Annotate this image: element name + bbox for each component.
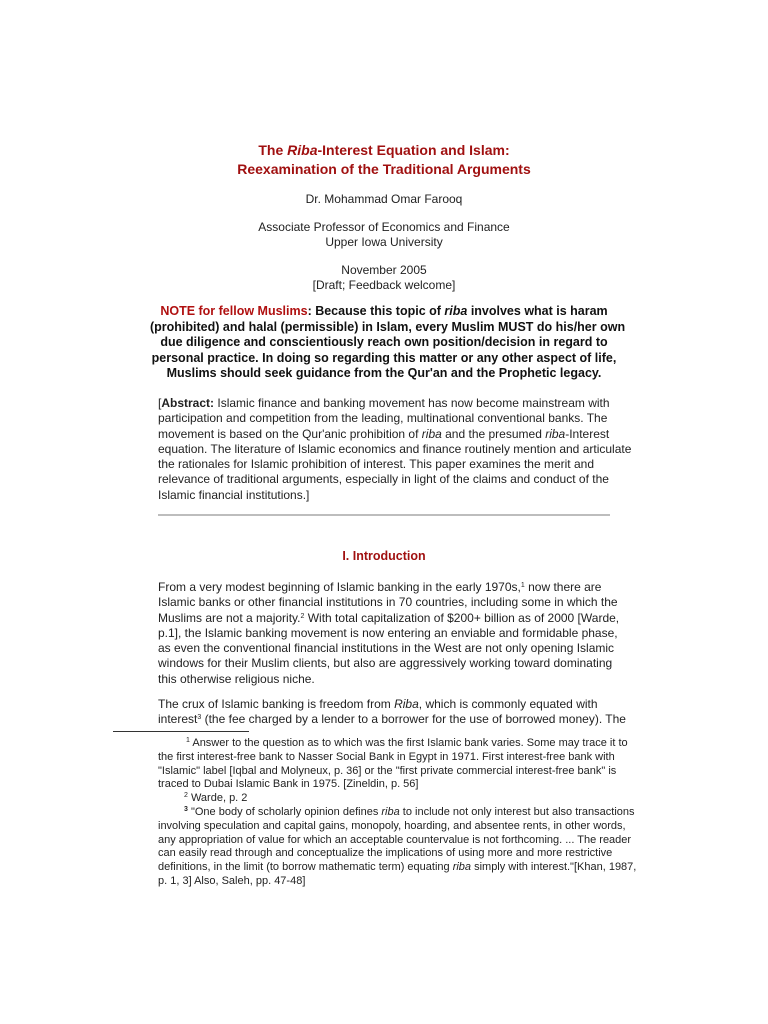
fn1-line-4: traced to Dubai Islamic Bank in 1975. [Zineldin, p. 56] <box>158 778 419 791</box>
footnote-1 <box>158 737 658 792</box>
fn3-line-5: definitions, in the limit (to borrow mathematic term) equating riba simply with interest."[Khan, 1987, <box>158 861 637 874</box>
intro2-line-1: The crux of Islamic banking is freedom from Riba, which is commonly equated with <box>158 697 598 711</box>
draft-note: [Draft; Feedback welcome] <box>312 278 456 292</box>
fn3-line-1: $^3$ "One body of scholarly opinion defines riba to include not only interest but also transactions <box>184 806 635 818</box>
fn1-line-1: $^1$ Answer to the question as to which was the first Islamic bank varies. Some may trace it to <box>186 737 628 749</box>
section-divider <box>158 514 610 516</box>
intro-paragraph-2 <box>158 697 658 728</box>
paper-title <box>0 141 768 179</box>
intro-line-2: Islamic banks or other financial institutions in 70 countries, including some in which the <box>158 595 618 610</box>
note-line-5: Muslims should seek guidance from the Qur'an and the Prophetic legacy. <box>166 366 602 381</box>
fn1-line-3: "Islamic" label [Iqbal and Molyneux, p. 36] or the "first private commercial interest-free bank" is <box>158 764 617 777</box>
abstract <box>158 396 658 503</box>
intro-line-1: From a very modest beginning of Islamic banking in the early 1970s,$^1$ now there are <box>158 580 602 594</box>
intro2-line-2: interest$^3$ (the fee charged by a lender to a borrower for the use of borrowed money). The <box>158 712 626 727</box>
note-line-4: personal practice. In doing so regarding this matter or any other aspect of life, <box>151 350 617 365</box>
note-line-2: (prohibited) and halal (permissible) in Islam, every Muslim MUST do his/her own <box>150 319 626 334</box>
note-line-1: NOTE for fellow Muslims: Because this topic of riba involves what is haram <box>160 304 608 318</box>
abstract-line-1: [Abstract: Islamic finance and banking movement has now become mainstream with <box>158 396 610 410</box>
intro-paragraph-1 <box>158 580 658 687</box>
fn3-line-2: involving speculation and capital gains, monopoly, hoarding, and absentee rents, in other words, <box>158 819 626 832</box>
abstract-label: Abstract: <box>161 396 215 410</box>
section-heading: I. Introduction <box>342 549 426 563</box>
intro-line-5: as even the conventional financial institutions in the West are not only opening Islamic <box>158 641 615 656</box>
footnote-separator <box>113 731 249 732</box>
author-position: Associate Professor of Economics and Finance <box>258 220 510 234</box>
abstract-line-3: movement is based on the Qur'anic prohibition of riba and the presumed riba-Interest <box>158 426 610 441</box>
footnote-ref-3[interactable]: 3 <box>197 714 202 722</box>
note-line-3: due diligence and conscientiously reach own position/decision in regard to <box>160 335 608 350</box>
abstract-line-6: relevance of traditional arguments, especially in light of the claims and conduct of the <box>158 472 609 487</box>
abstract-line-4: equation. The literature of Islamic economics and finance routinely mention and articulate <box>158 441 632 456</box>
abstract-line-5: the rationales for Islamic prohibition of interest. This paper examines the merit and <box>158 457 594 472</box>
fn2-line-1: $^2$ Warde, p. 2 <box>184 792 248 804</box>
footnote-3 <box>158 806 658 889</box>
fn3-line-4: can easily read through and conceptualize the implications of using more and more restrictive <box>158 847 613 860</box>
abstract-line-7: Islamic financial institutions.] <box>158 487 310 502</box>
abstract-line-2: participation and competition from the leading, multinational conventional banks. The <box>158 411 608 426</box>
title-line-1: The Riba-Interest Equation and Islam: <box>258 142 510 158</box>
intro-line-7: this otherwise religious niche. <box>158 671 315 686</box>
author-name: Dr. Mohammad Omar Farooq <box>305 192 463 206</box>
fn1-line-2: the first interest-free bank to Nasser Social Bank in Egypt in 1971. First interest-free bank with <box>158 750 615 763</box>
footnote-ref-1[interactable]: 1 <box>520 582 525 589</box>
note-lead: NOTE for fellow Muslims <box>160 304 308 318</box>
fn3-line-6: p. 1, 3] Also, Saleh, pp. 47-48] <box>158 874 306 887</box>
title-line-2: Reexamination of the Traditional Arguments <box>237 161 531 177</box>
fn3-line-3: any appropriation of value for which an acceptable countervalue is not forthcoming. ... The reader <box>158 833 632 846</box>
paper-date: November 2005 <box>341 263 427 277</box>
intro-line-4: p.1], the Islamic banking movement is now entering an enviable and formidable phase, <box>158 625 618 640</box>
title-riba: Riba <box>287 142 318 158</box>
author-institution: Upper Iowa University <box>325 235 443 249</box>
note-for-muslims <box>150 304 626 382</box>
intro-line-6: windows for their Muslim clients, but also are aggressively working toward dominating <box>158 656 613 671</box>
footnote-2 <box>158 792 658 806</box>
intro-line-3: Muslims are not a majority.$^2$ With total capitalization of $200+ billion as of 2000 [Warde, <box>158 610 620 625</box>
footnote-ref-2[interactable]: 2 <box>300 612 305 620</box>
